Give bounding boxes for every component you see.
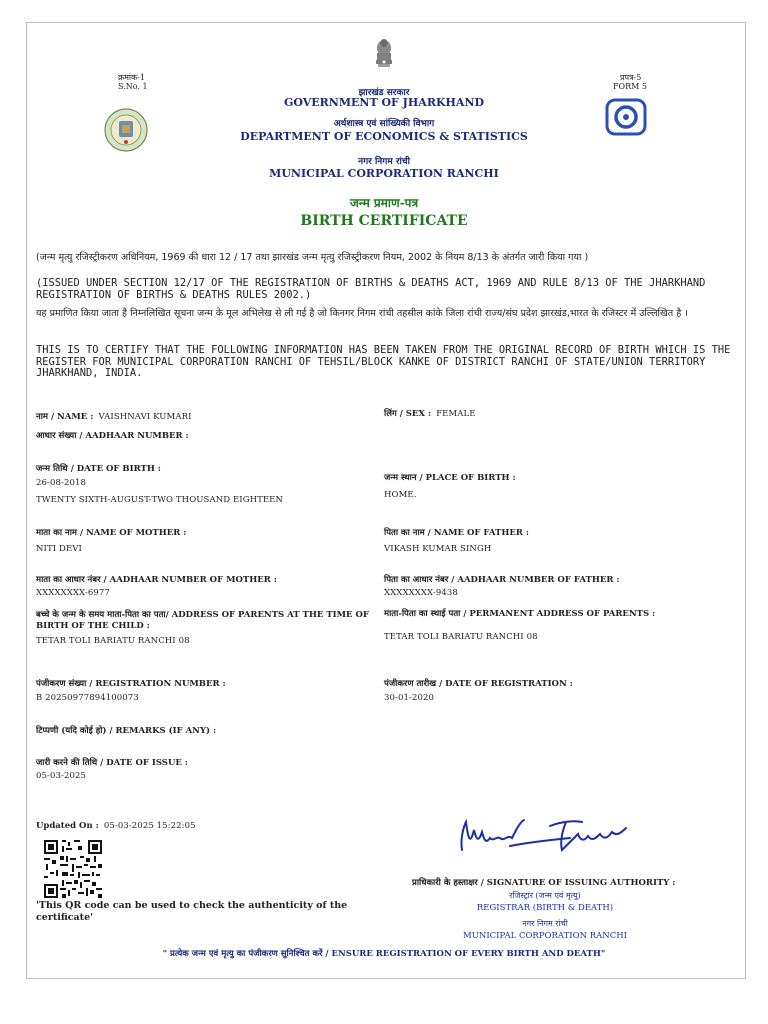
permanent-address-label: माता-पिता का स्थाई पता / PERMANENT ADDRESS OF PARENTS : — [384, 609, 656, 619]
permanent-address-value: TETAR TOLI BARIATU RANCHI 08 — [384, 632, 538, 642]
registration-number-label: पंजीकरण संख्या / REGISTRATION NUMBER : — [36, 679, 226, 689]
serial-number-hindi: क्रमांक-1 — [118, 73, 145, 82]
form-number-hindi: प्रपत्र-5 — [620, 73, 642, 82]
mother-name-label: माता का नाम / NAME OF MOTHER : — [36, 528, 187, 538]
child-name — [36, 404, 192, 423]
certificate-title-hindi: जन्म प्रमाण-पत्र — [349, 196, 419, 210]
issue-date-label: जारी करने की तिथि / DATE OF ISSUE : — [36, 758, 188, 768]
updated-on — [36, 813, 196, 832]
certification-statement: THIS IS TO CERTIFY THAT THE FOLLOWING INFORMATION HAS BEEN TAKEN FROM THE ORIGINAL RECORD OF BIRTH WHICH IS THE REGISTER FOR MUNICIPAL CORPORATION RANCHI OF TEHSIL/BLOCK KANKE OF DISTRICT RANCHI OF STATE/UNION TERRITORY JHARKHAND, INDIA. — [36, 344, 731, 379]
dob-value: 26-08-2018 — [36, 478, 87, 488]
father-aadhaar-label: पिता का आधार नंबर / AADHAAR NUMBER OF FATHER : — [384, 575, 620, 585]
registrar-title-hindi: रजिस्ट्रार (जन्म एवं मृत्यु) — [509, 891, 581, 900]
registration-date-label: पंजीकरण तारीख / DATE OF REGISTRATION : — [384, 679, 573, 689]
certificate-title: BIRTH CERTIFICATE — [300, 213, 468, 229]
state-heading-hindi: झारखंड सरकार — [358, 88, 410, 98]
name-label: नाम / NAME : — [36, 412, 94, 422]
place-of-birth-label: जन्म स्थान / PLACE OF BIRTH : — [384, 473, 516, 483]
name-value: VAISHNAVI KUMARI — [98, 412, 192, 422]
national-emblem-icon — [373, 38, 395, 68]
father-name-value: VIKASH KUMAR SINGH — [384, 544, 492, 554]
aadhaar-label: आधार संख्या / AADHAAR NUMBER : — [36, 431, 189, 441]
child-sex — [384, 401, 476, 420]
father-aadhaar-value: XXXXXXXX-9438 — [384, 588, 458, 598]
serial-number: S.No. 1 — [118, 82, 148, 91]
signature-image — [450, 808, 645, 868]
sex-label: लिंग / SEX : — [384, 409, 432, 419]
dob-in-words: TWENTY SIXTH-AUGUST-TWO THOUSAND EIGHTEEN — [36, 495, 284, 505]
certification-statement-hindi: यह प्रमाणित किया जाता है निम्नलिखित सूचना जन्म के मूल अभिलेख से ली गई है जो किनगर निगम रांची तहसील कांके जिला रांची राज्य/संघ प्रदेश झारखंड,भारत के रजिस्टर में उल्लिखित है । — [36, 308, 688, 319]
registration-slogan: " प्रत्येक जन्म एवं मृत्यु का पंजीकरण सुनिश्चित करें / ENSURE REGISTRATION OF EVERY BIRTH AND DEATH" — [162, 949, 606, 959]
registrar-title: REGISTRAR (BIRTH & DEATH) — [476, 903, 614, 913]
registrar-corporation-hindi: नगर निगम रांची — [522, 919, 568, 928]
corporation-heading-hindi: नगर निगम रांची — [358, 157, 410, 167]
department-heading: DEPARTMENT OF ECONOMICS & STATISTICS — [240, 130, 528, 143]
mother-name-value: NITI DEVI — [36, 544, 82, 554]
registration-date-value: 30-01-2020 — [384, 693, 435, 703]
registrar-corporation: MUNICIPAL CORPORATION RANCHI — [463, 931, 627, 941]
updated-on-label: Updated On : — [36, 821, 99, 831]
legal-reference-hindi: (जन्म मृत्यु रजिस्ट्रीकरण अधिनियम, 1969 की धारा 12 / 17 तथा झारखंड जन्म मृत्यु रजिस्ट्रीकरण नियम, 2002 के नियम 8/13 के अंतर्गत जारी किया गया ) — [36, 252, 589, 263]
registration-number-value: B 20250977894100073 — [36, 693, 139, 703]
issue-date-value: 05-03-2025 — [36, 771, 87, 781]
qr-code-icon — [44, 840, 102, 898]
sex-value: FEMALE — [436, 409, 476, 419]
legal-reference: (ISSUED UNDER SECTION 12/17 OF THE REGISTRATION OF BIRTHS & DEATHS ACT, 1969 AND RULE 8/13 OF THE JHARKHAND REGISTRATION OF BIRTHS & DEATHS RULES 2002.) — [36, 277, 706, 301]
address-at-birth-label: बच्चे के जन्म के समय माता-पिता का पता/ ADDRESS OF PARENTS AT THE TIME OF BIRTH OF THE CHILD : — [36, 610, 369, 631]
corporation-heading: MUNICIPAL CORPORATION RANCHI — [269, 167, 499, 180]
remarks-label: टिप्पणी (यदि कोई हो) / REMARKS (IF ANY) : — [36, 726, 217, 736]
mother-aadhaar-value: XXXXXXXX-6977 — [36, 588, 110, 598]
address-at-birth-value: TETAR TOLI BARIATU RANCHI 08 — [36, 636, 190, 646]
mother-aadhaar-label: माता का आधार नंबर / AADHAAR NUMBER OF MOTHER : — [36, 575, 277, 585]
dob-label: जन्म तिथि / DATE OF BIRTH : — [36, 464, 161, 474]
updated-on-value: 05-03-2025 15:22:05 — [103, 821, 196, 831]
place-of-birth-value: HOME. — [384, 490, 417, 500]
department-heading-hindi: अर्थशास्त्र एवं सांख्यिकी विभाग — [333, 119, 435, 129]
qr-note: 'This QR code can be used to check the authenticity of the certificate' — [36, 900, 348, 923]
state-heading: GOVERNMENT OF JHARKHAND — [283, 96, 485, 109]
father-name-label: पिता का नाम / NAME OF FATHER : — [384, 528, 530, 538]
form-number: FORM 5 — [613, 82, 647, 91]
signature-authority-label: प्राधिकारी के हस्ताक्षर / SIGNATURE OF ISSUING AUTHORITY : — [412, 878, 676, 888]
